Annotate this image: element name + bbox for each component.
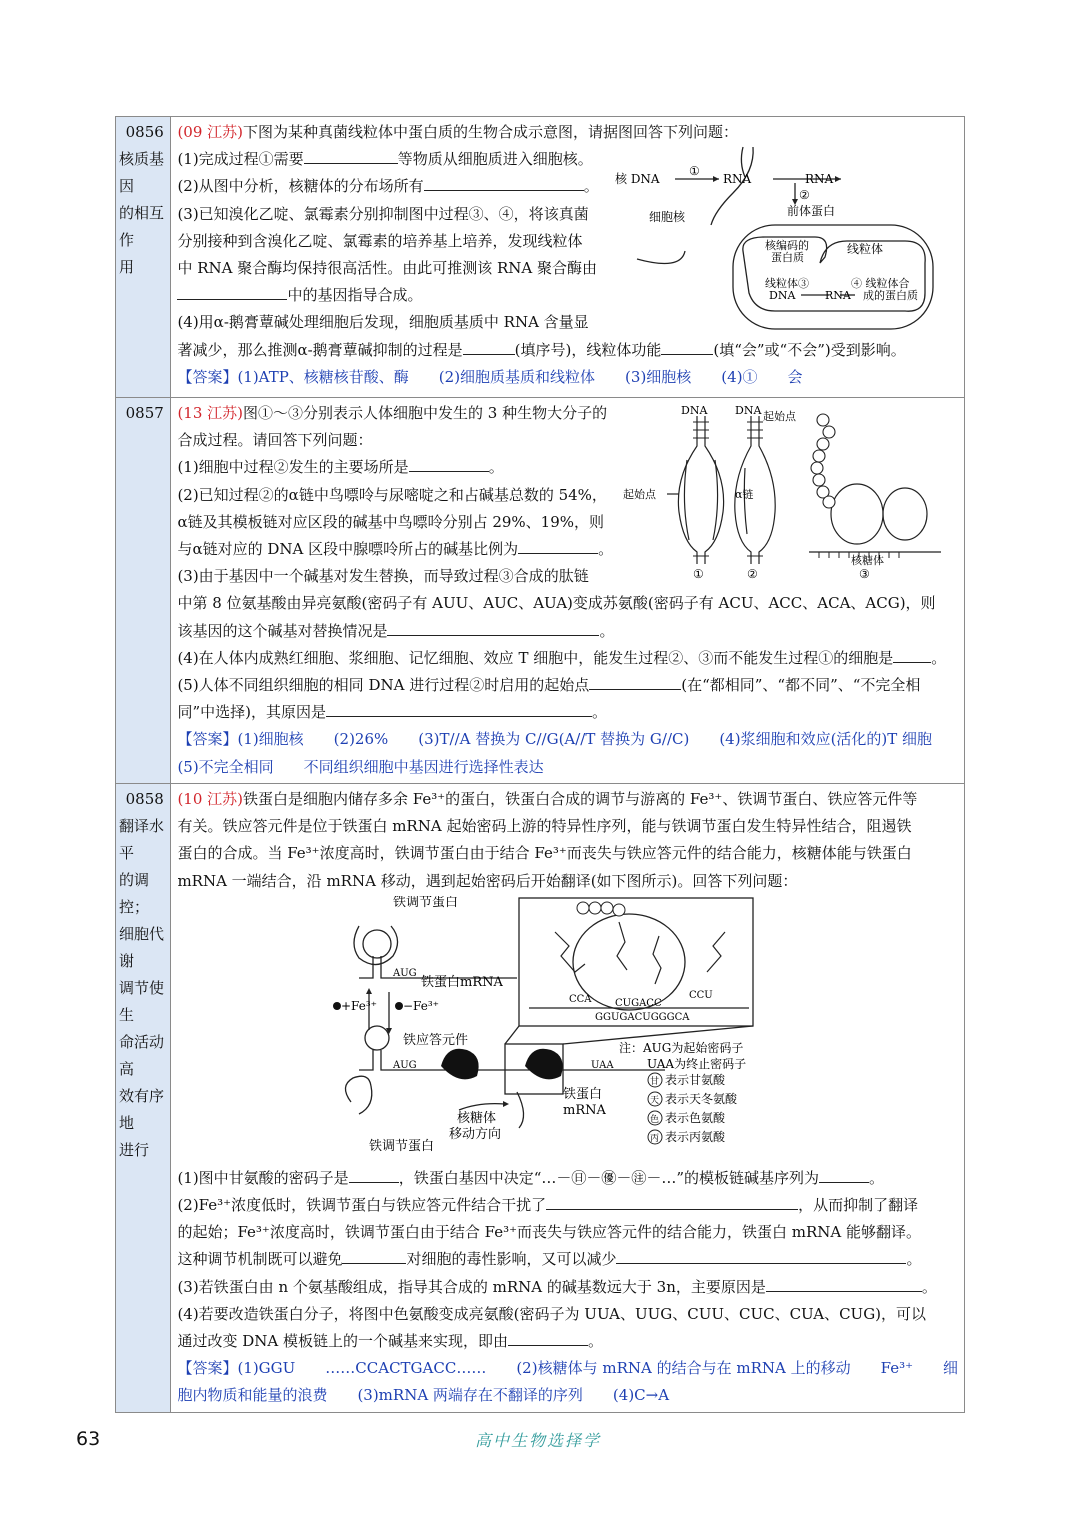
topic-line: 用 <box>119 258 135 276</box>
note-line: 表示天冬氨酸 <box>665 1092 738 1106</box>
topic-line: 调节使生 <box>119 979 165 1024</box>
macromolecule-synthesis-diagram <box>623 402 943 580</box>
glycine-icon: 甘 <box>650 1077 660 1087</box>
question-cell-0857 <box>171 398 965 784</box>
question-row-0856 <box>116 117 965 398</box>
question-id: 0856 <box>125 123 164 141</box>
answer-line: 胞内物质和能量的浪费 (3)mRNA 两端存在不翻译的序列 (4)C→A <box>177 1386 670 1405</box>
page-number: 63 <box>76 1428 101 1450</box>
mitochondria-protein-synthesis-diagram <box>615 143 935 333</box>
mrna-label: 铁蛋白 <box>563 1087 603 1102</box>
note-line: 表示丙氨酸 <box>665 1130 726 1144</box>
topic-line: 的调控； <box>119 871 150 916</box>
note-line: 表示甘氨酸 <box>665 1073 726 1087</box>
q-text: 。 <box>591 703 607 722</box>
stem: 下图为某种真菌线粒体中蛋白质的生物合成示意图，请据图回答下列问题： <box>243 123 739 141</box>
answer-blank[interactable] <box>177 283 287 300</box>
q-text: (3)由于基因中一个碱基对发生替换，而导致过程③合成的肽链 <box>177 567 589 586</box>
q-text: (在“都相同”、“都不同”、“不完全相 <box>681 676 921 695</box>
precursor-protein-label: 前体蛋白 <box>787 204 836 218</box>
rna-label: RNA <box>723 172 752 186</box>
dna-label: DNA <box>681 404 708 417</box>
start-point-label: 起始点 <box>763 410 797 423</box>
ribosome-direction-label: 移动方向 <box>449 1127 502 1142</box>
q-text: (3)已知溴化乙啶、氯霉素分别抑制图中过程③、④，将该真菌 <box>177 204 589 223</box>
q-text: 。 <box>599 621 615 640</box>
answer-blank[interactable] <box>589 673 681 690</box>
aug-label: AUG <box>393 1060 418 1071</box>
mito-protein-label: ④ 线粒体合 <box>851 277 910 290</box>
q-text: 。 <box>583 177 599 196</box>
ferritin-regulation-diagram <box>329 896 789 1156</box>
q-text: 等物质从细胞质进入细胞核。 <box>397 150 593 169</box>
q-text: 同”中选择)，其原因是 <box>177 703 326 722</box>
q-text: 。 <box>587 1332 603 1351</box>
process-2-label: ② <box>799 188 811 202</box>
answer-blank[interactable] <box>304 147 398 164</box>
topic-line: 命活动高 <box>119 1033 165 1078</box>
answer-blank[interactable] <box>409 455 489 472</box>
stem: 有关。铁应答元件是位于铁蛋白 mRNA 起始密码上游的特异性序列，能与铁调节蛋白发生特异性结合，阻遏铁 <box>177 817 912 836</box>
q-text: (填序号)，线粒体功能 <box>514 340 662 359</box>
answer-blank[interactable] <box>766 1275 922 1292</box>
q-text: 。 <box>598 540 614 559</box>
mitochondria-label: 线粒体 <box>847 242 884 256</box>
answer-blank[interactable] <box>893 646 931 663</box>
anticodon-label: CCU <box>689 990 714 1001</box>
q-text: 这种调节机制既可以避免 <box>177 1250 343 1269</box>
q-text: (2)已知过程②的α链中鸟嘌呤与尿嘧啶之和占碱基总数的 54%， <box>177 485 607 504</box>
answer-blank[interactable] <box>616 1247 906 1264</box>
q-text: 通过改变 DNA 模板链上的一个碱基来实现，即由 <box>177 1332 508 1351</box>
q-text: (1)完成过程①需要 <box>177 150 304 169</box>
question-cell-0858 <box>171 784 965 1413</box>
q-text: 与α链对应的 DNA 区段中腺嘌呤所占的碱基比例为 <box>177 540 519 559</box>
q-text: ，从而抑制了翻译 <box>798 1196 919 1215</box>
q-text: 。 <box>931 648 947 667</box>
tryptophan-icon: 色 <box>650 1115 660 1125</box>
q-text: 。 <box>869 1168 885 1187</box>
q-text: (4)若要改造铁蛋白分子，将图中色氨酸变成亮氨酸(密码子为 UUA、UUG、CUU、CUC、CUA、CUG)，可以 <box>177 1304 927 1323</box>
nucleus-label: 细胞核 <box>649 210 686 224</box>
mito-dna-label: DNA <box>769 289 796 302</box>
ribosome-label: 核糖体 <box>851 554 885 567</box>
q-text: ，铁蛋白基因中决定“…－㊐－㊝－㊟－…”的模板链碱基序列为 <box>398 1168 820 1187</box>
stem: 图①～③分别表示人体细胞中发生的 3 种生物大分子的 <box>243 404 608 422</box>
topic-line: 翻译水平 <box>119 817 165 862</box>
answer-line: 【答案】(1)ATP、核糖核苷酸、酶 (2)细胞质基质和线粒体 (3)细胞核 (4)① 会 <box>177 367 803 386</box>
plus-fe-label: +Fe³⁺ <box>341 999 378 1013</box>
process-1-label: ① <box>693 567 705 580</box>
answer-blank[interactable] <box>424 174 584 191</box>
answer-blank[interactable] <box>463 338 515 355</box>
question-cell-0856 <box>171 117 965 398</box>
q-text: (1)图中甘氨酸的密码子是 <box>177 1168 349 1187</box>
ribosome-direction-label: 核糖体 <box>457 1111 497 1126</box>
q-text: 。 <box>921 1277 937 1296</box>
dna-label: DNA <box>735 404 762 417</box>
answer-line: 【答案】(1)细胞核 (2)26% (3)T//A 替换为 C//G(A//T 替换为 G//C) (4)浆细胞和效应(活化的)T 细胞 <box>177 730 933 749</box>
id-cell-0856 <box>116 117 171 398</box>
nucleus-dna-label: 核 DNA <box>615 172 661 186</box>
q-text: 该基因的这个碱基对替换情况是 <box>177 621 388 640</box>
aug-label: AUG <box>393 968 418 979</box>
answer-blank[interactable] <box>326 700 592 717</box>
answer-blank[interactable] <box>342 1247 406 1264</box>
process-2-label: ② <box>747 567 759 580</box>
nuclear-coded-protein-label: 核编码的 <box>765 239 810 252</box>
question-id: 0857 <box>125 404 164 422</box>
answer-line: (5)不完全相同 不同组织细胞中基因进行选择性表达 <box>177 757 544 776</box>
q-text: 著减少，那么推测α-鹅膏蕈碱抑制的过程是 <box>177 340 463 359</box>
q-text: 分别接种到含溴化乙啶、氯霉素的培养基上培养，发现线粒体 <box>177 231 583 250</box>
q-text: 中 RNA 聚合酶均保持很高活性。由此可推测该 RNA 聚合酶由 <box>177 259 598 278</box>
nuclear-coded-protein-label: 蛋白质 <box>771 251 805 264</box>
alpha-chain-label: α链 <box>735 488 754 501</box>
mrna-sequence-label: GGUGACUGGGCA <box>595 1012 690 1023</box>
ire-label: 铁应答元件 <box>403 1033 469 1048</box>
topic-line: 的相互作 <box>119 204 165 249</box>
irp-label: 铁调节蛋白 <box>393 896 459 910</box>
aspartate-icon: 天 <box>650 1096 660 1106</box>
answer-blank[interactable] <box>546 1193 798 1210</box>
q-text: 。 <box>488 458 504 477</box>
topic-line: 进行 <box>119 1141 150 1159</box>
mito-protein-label: 成的蛋白质 <box>863 289 919 302</box>
anticodon-label: CCA <box>569 994 592 1005</box>
q-text: 中第 8 位氨基酸由异亮氨酸(密码子有 AUU、AUC、AUA)变成苏氨酸(密码子有 ACU、ACC、ACA、ACG)，则 <box>177 594 936 613</box>
minus-fe-label: −Fe³⁺ <box>403 999 440 1013</box>
q-text: (4)用α-鹅膏蕈碱处理细胞后发现，细胞质基质中 RNA 含量显 <box>177 313 589 332</box>
irp-label: 铁调节蛋白 <box>369 1139 435 1154</box>
q-text: 中的基因指导合成。 <box>287 286 423 305</box>
question-table <box>115 116 965 1413</box>
anticodon-label: CUGACC <box>615 998 663 1009</box>
answer-blank[interactable] <box>661 338 713 355</box>
rna-label: RNA <box>825 289 852 302</box>
answer-blank[interactable] <box>508 1329 588 1346</box>
q-text: (2)从图中分析，核糖体的分布场所有 <box>177 177 424 196</box>
q-text: (3)若铁蛋白由 n 个氨基酸组成，指导其合成的 mRNA 的碱基数远大于 3n，主要原因是 <box>177 1277 766 1296</box>
mrna-label: 铁蛋白mRNA <box>421 975 504 990</box>
process-3-label: ③ <box>859 567 871 580</box>
stem: 合成过程。请回答下列问题： <box>177 431 373 450</box>
source-tag: (10 江苏) <box>177 790 243 808</box>
question-row-0857 <box>116 398 965 784</box>
stem: 蛋白的合成。当 Fe³⁺浓度高时，铁调节蛋白由于结合 Fe³⁺而丧失与铁应答元件的结合能力，核糖体能与铁蛋白 <box>177 844 912 863</box>
alanine-icon: 丙 <box>650 1134 660 1144</box>
q-text: (4)在人体内成熟红细胞、浆细胞、记忆细胞、效应 T 细胞中，能发生过程②、③而不能发生过程①的细胞是 <box>177 648 894 667</box>
topic-line: 核质基因 <box>119 150 165 195</box>
note-line: 表示色氨酸 <box>665 1111 726 1125</box>
answer-blank[interactable] <box>819 1166 869 1183</box>
process-1-label: ① <box>689 164 701 178</box>
q-text: 的起始；Fe³⁺浓度高时，铁调节蛋白由于结合 Fe³⁺而丧失与铁应答元件的结合能力，铁蛋白 mRNA 能够翻译。 <box>177 1223 922 1242</box>
uaa-label: UAA <box>591 1060 615 1071</box>
rna-label: RNA <box>805 172 834 186</box>
topic-line: 细胞代谢 <box>119 925 165 970</box>
source-tag: (13 江苏) <box>177 404 243 422</box>
topic-line: 效有序地 <box>119 1087 165 1132</box>
id-cell-0858 <box>116 784 171 1413</box>
q-text: α链及其模板链对应区段的碱基中鸟嘌呤分别占 29%、19%，则 <box>177 512 605 531</box>
answer-blank[interactable] <box>518 537 598 554</box>
answer-blank[interactable] <box>349 1166 399 1183</box>
note-line: 注：AUG为起始密码子 <box>619 1041 744 1055</box>
footer-text: 高中生物选择学 <box>475 1431 602 1450</box>
answer-line: 【答案】(1)GGU ……CCACTGACC…… (2)核糖体与 mRNA 的结合与在 mRNA 上的移动 Fe³⁺ 细 <box>177 1359 958 1378</box>
start-point-label: 起始点 <box>623 488 657 501</box>
question-id: 0858 <box>125 790 164 808</box>
answer-blank[interactable] <box>387 619 599 636</box>
mrna-label: mRNA <box>563 1103 607 1118</box>
q-text: 对细胞的毒性影响，又可以减少 <box>406 1250 617 1269</box>
stem: 铁蛋白是细胞内储存多余 Fe³⁺的蛋白，铁蛋白合成的调节与游离的 Fe³⁺、铁调节蛋白、铁应答元件等 <box>243 790 918 808</box>
stem: mRNA 一端结合，沿 mRNA 移动，遇到起始密码后开始翻译(如下图所示)。回答下列问题： <box>177 871 798 890</box>
source-tag: (09 江苏) <box>177 123 243 141</box>
q-text: (填“会”或“不会”)受到影响。 <box>713 340 906 359</box>
q-text: (5)人体不同组织细胞的相同 DNA 进行过程②时启用的起始点 <box>177 676 590 695</box>
id-cell-0857 <box>116 398 171 784</box>
q-text: (2)Fe³⁺浓度低时，铁调节蛋白与铁应答元件结合干扰了 <box>177 1196 547 1215</box>
question-row-0858 <box>116 784 965 1413</box>
mito-dna-label: 线粒体③ <box>765 277 810 290</box>
note-line: UAA为终止密码子 <box>647 1057 747 1071</box>
q-text: 。 <box>906 1250 922 1269</box>
q-text: (1)细胞中过程②发生的主要场所是 <box>177 458 409 477</box>
